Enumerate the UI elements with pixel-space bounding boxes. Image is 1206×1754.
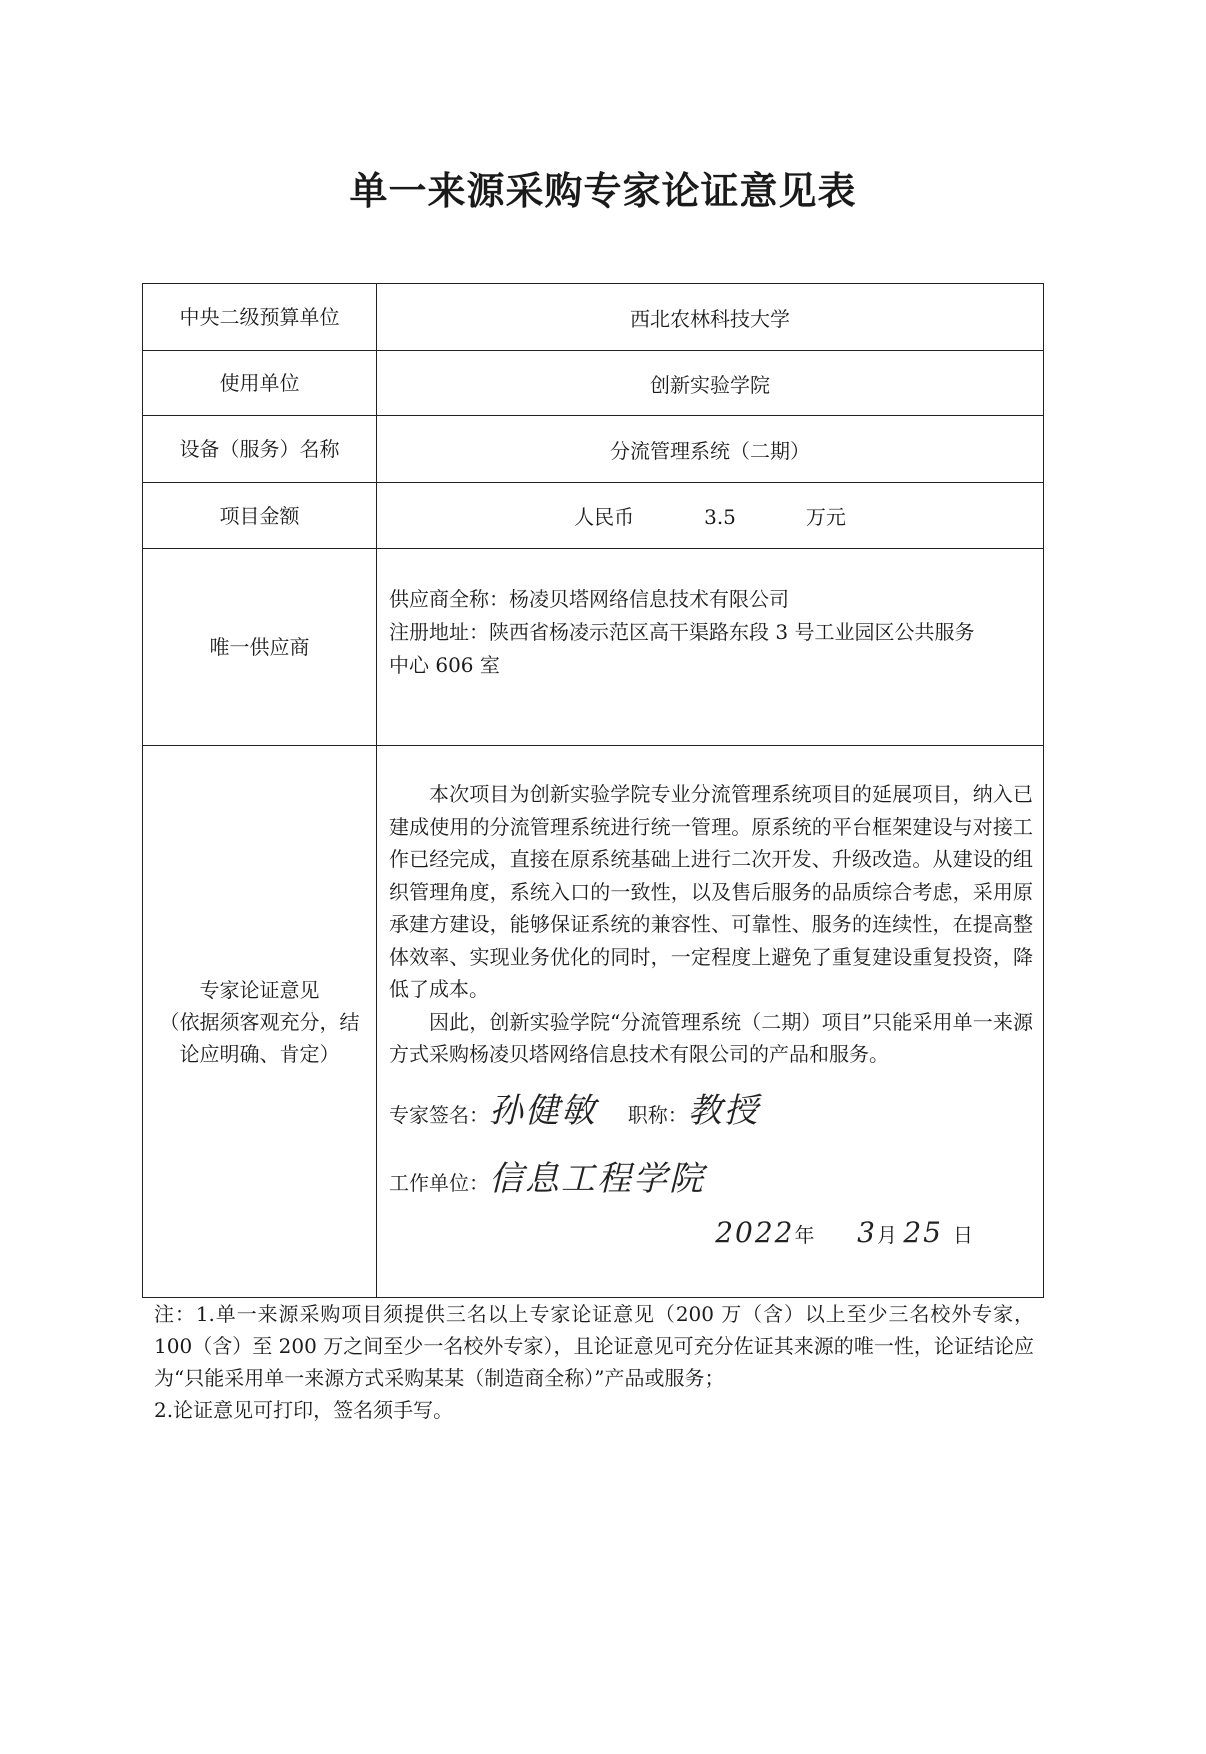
- using-unit-label: 使用单位: [143, 351, 377, 416]
- footnote-1: 注：1.单一来源采购项目须提供三名以上专家论证意见（200 万（含）以上至少三名校外专家，100（含）至 200 万之间至少一名校外专家），且论证意见可充分佐证其来源的唯一性，论证结论应为“只能采用单一来源方式采购某某（制造商全称）”产品或服务；: [154, 1302, 1034, 1390]
- page-title: 单一来源采购专家论证意见表: [349, 169, 857, 213]
- supplier-cell: [377, 549, 1044, 746]
- supplier-label: 唯一供应商: [143, 549, 377, 746]
- date-month-label: 月: [877, 1222, 897, 1247]
- opinion-label-line2: （依据须客观充分，结: [159, 1009, 360, 1034]
- date-year-label: 年: [794, 1222, 815, 1247]
- supplier-address-line1: 注册地址：陕西省杨凌示范区高干渠路东段 3 号工业园区公共服务: [389, 620, 975, 644]
- row-amount: [143, 483, 1044, 549]
- amount-cell: [377, 483, 1044, 549]
- footnote-2: 2.论证意见可打印，签名须手写。: [154, 1398, 454, 1422]
- equipment-name-label: 设备（服务）名称: [143, 416, 377, 483]
- expert-signature: 孙健敏: [489, 1090, 597, 1131]
- supplier-name: 供应商全称：杨凌贝塔网络信息技术有限公司: [389, 587, 789, 611]
- footnotes: [154, 1298, 1034, 1426]
- opinion-label-line1: 专家论证意见: [199, 977, 320, 1002]
- opinion-label: [143, 746, 377, 1298]
- work-unit-handwritten: 信息工程学院: [489, 1158, 705, 1199]
- budget-unit-label: 中央二级预算单位: [143, 284, 377, 351]
- opinion-cell: [377, 746, 1044, 1298]
- row-opinion: [143, 746, 1044, 1298]
- opinion-form-table: [142, 283, 1044, 1298]
- amount-unit: 万元: [805, 505, 846, 529]
- expert-signature-row: [389, 1077, 1033, 1145]
- amount-currency: 人民币: [574, 505, 635, 529]
- supplier-address-line2: 中心 606 室: [389, 653, 500, 677]
- expert-sign-label: 专家签名：: [389, 1102, 489, 1127]
- date-day-label: 日: [953, 1222, 973, 1247]
- date-year: 2022: [715, 1215, 795, 1249]
- row-budget-unit: [143, 284, 1044, 351]
- budget-unit-value: 西北农林科技大学: [377, 284, 1044, 351]
- opinion-paragraph-1: 本次项目为创新实验学院专业分流管理系统项目的延展项目，纳入已建成使用的分流管理系统进行统一管理。原系统的平台框架建设与对接工作已经完成，直接在原系统基础上进行二次开发、升级改造。从建设的组织管理角度，系统入口的一致性，以及售后服务的品质综合考虑，采用原承建方建设，能够保证系统的兼容性、可靠性、服务的连续性，在提高整体效率、实现业务优化的同时，一定程度上避免了重复建设重复投资，降低了成本。: [389, 782, 1033, 1001]
- using-unit-value: 创新实验学院: [377, 351, 1044, 416]
- row-equipment-name: [143, 416, 1044, 483]
- title-label: 职称：: [627, 1102, 688, 1127]
- work-unit-row: [389, 1145, 1033, 1213]
- amount-value: 3.5: [704, 505, 736, 529]
- date-day: 25: [903, 1215, 943, 1249]
- opinion-label-line3: 论应明确、肯定）: [179, 1041, 340, 1066]
- row-supplier: [143, 549, 1044, 746]
- title-handwritten: 教授: [687, 1090, 760, 1131]
- date-row: [389, 1213, 1033, 1255]
- date-month: 3: [857, 1215, 877, 1249]
- opinion-paragraph-2: 因此，创新实验学院“分流管理系统（二期）项目”只能采用单一来源方式采购杨凌贝塔网络信息技术有限公司的产品和服务。: [389, 1009, 1033, 1066]
- amount-label: 项目金额: [143, 483, 377, 549]
- row-using-unit: [143, 351, 1044, 416]
- equipment-name-value: 分流管理系统（二期）: [377, 416, 1044, 483]
- work-unit-label: 工作单位：: [389, 1170, 489, 1195]
